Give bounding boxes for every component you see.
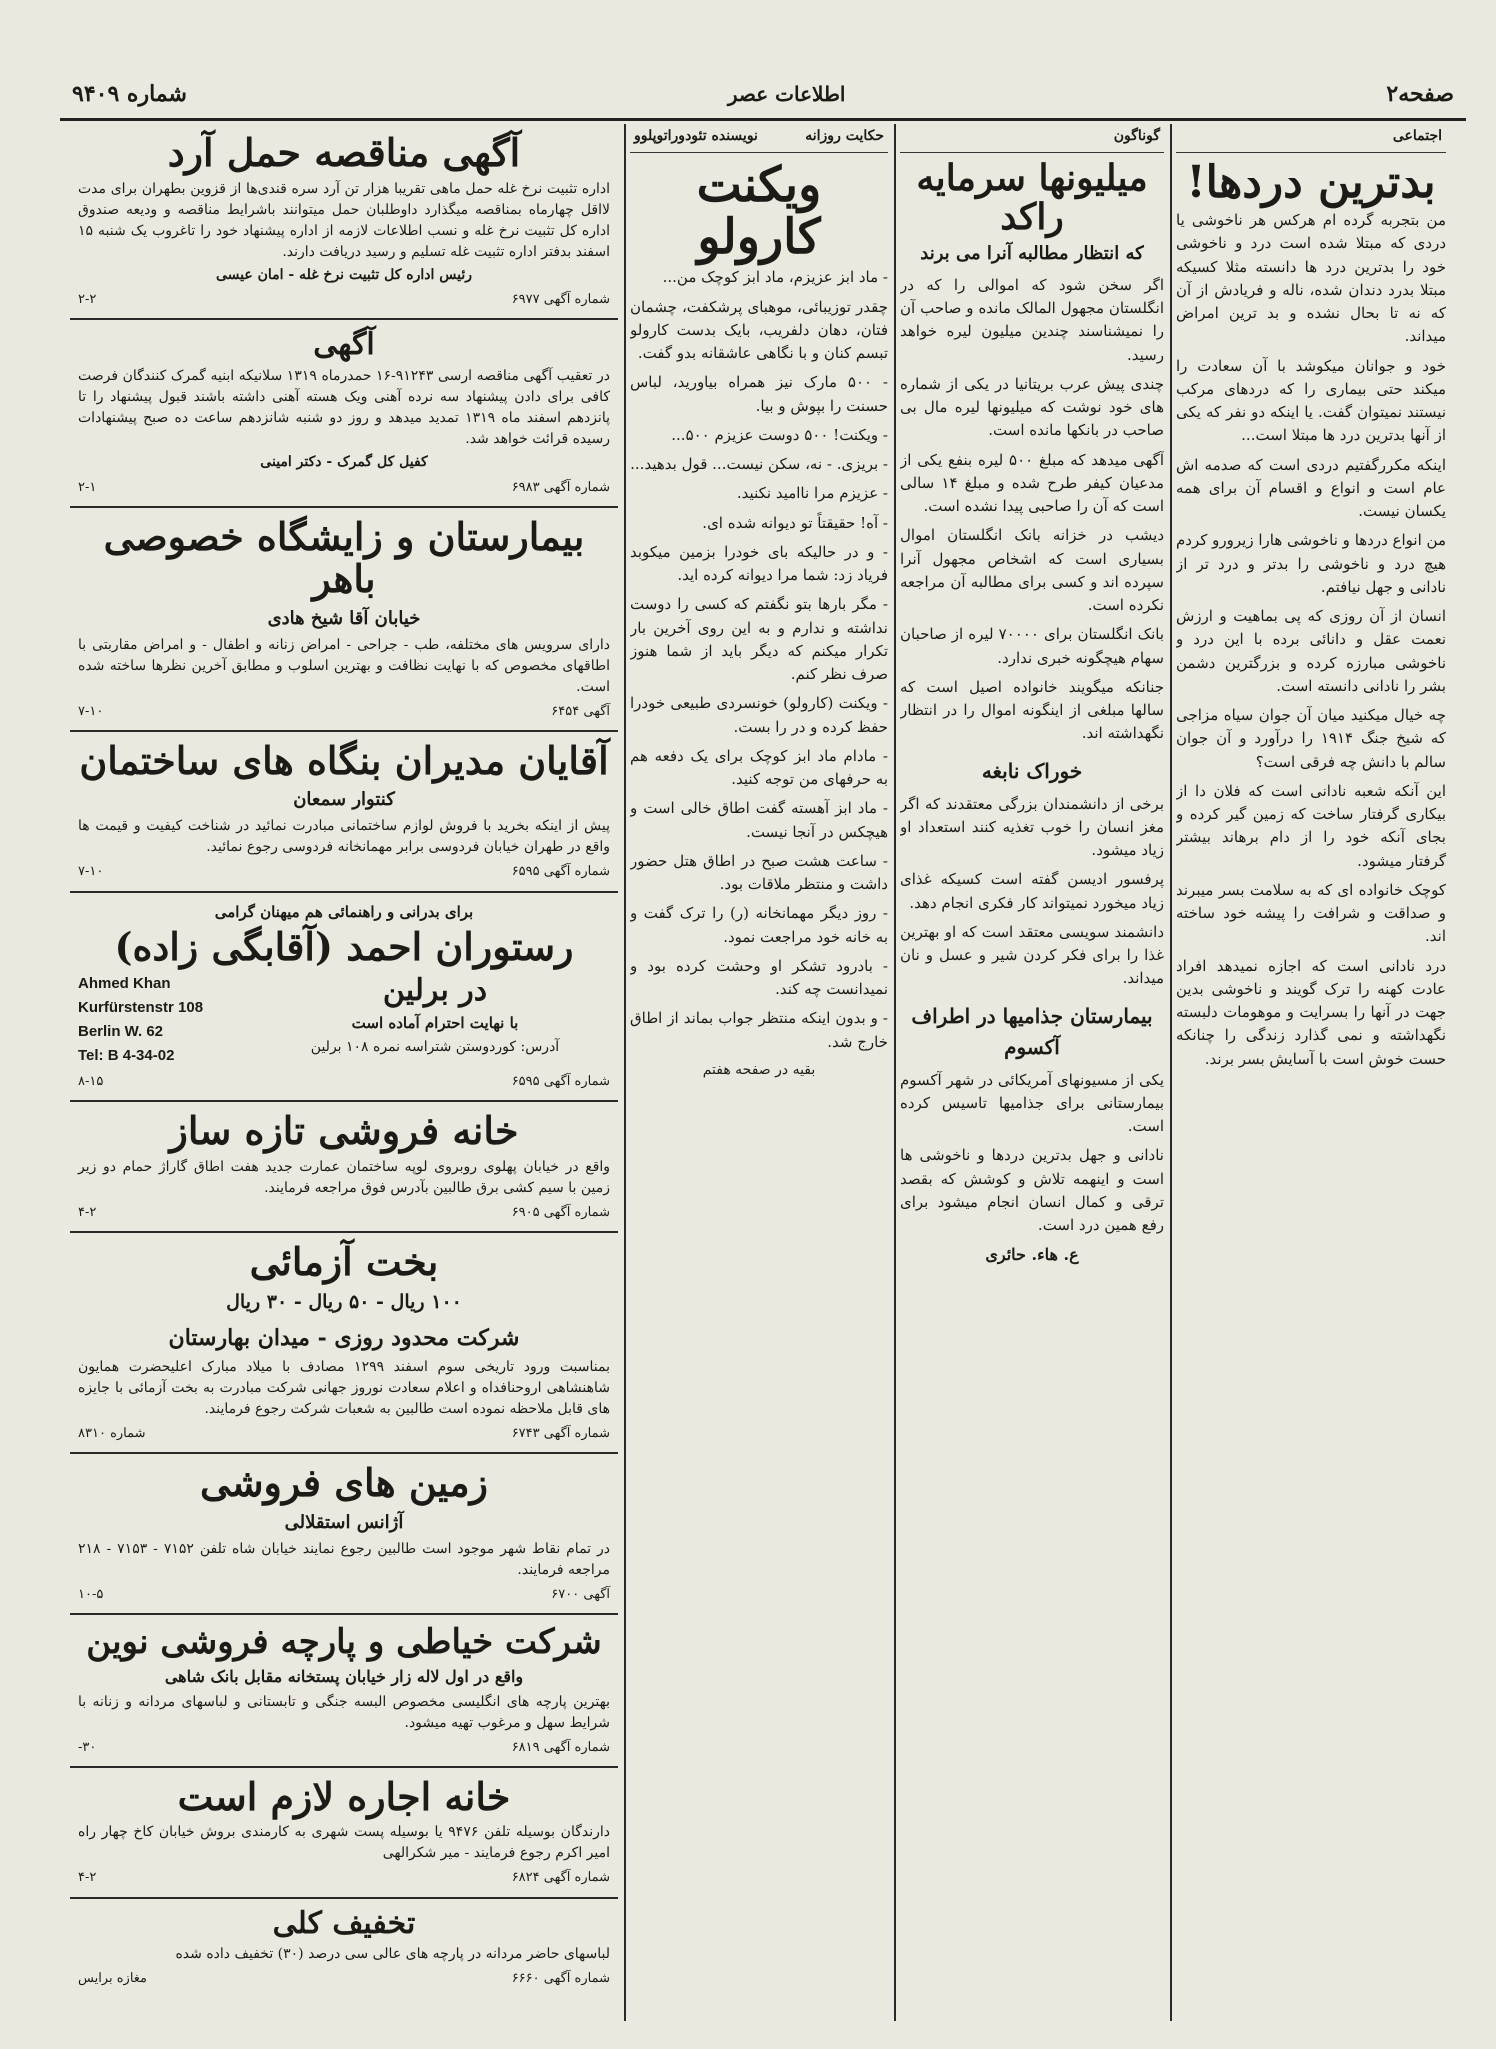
ad-number: آگهی ۶۷۰۰	[551, 1586, 610, 1602]
ad-body: در تمام نقاط شهر موجود است طالبین رجوع نمایند خیابان شاه تلفن ۷۱۵۲ - ۷۱۵۳ - ۲۱۸ مراجعه فرمایند.	[78, 1540, 610, 1578]
ad-number: آگهی ۶۴۵۴	[551, 703, 610, 719]
ad-code: ۲-۲	[78, 292, 97, 308]
paragraph: دانشمند سویسی معتقد است که او بهترین غذا را برای فکر کردن شیر و عسل و نان میداند.	[900, 922, 1164, 988]
ad-title: رستوران احمد (آقابگی زاده)	[114, 923, 574, 969]
ad-number: شماره آگهی ۶۸۱۹	[511, 1739, 610, 1755]
misc-headline: میلیونها سرمایه راکد	[916, 156, 1148, 239]
ad-foot	[78, 702, 610, 722]
ad-code: ۲-۱	[78, 479, 97, 495]
ad-body: پیش از اینکه بخرید با فروش لوازم ساختمانی مبادرت نمائید در شناخت کیفیت و قیمت ها واقع در طهران خیابان فردوسی برابر مهمانخانه فردوسی رجوع نمائید.	[78, 818, 610, 856]
ad-subtitle: کنتوار سمعان	[293, 789, 395, 811]
latin-street: Kurfürstenstr 108	[78, 999, 204, 1017]
ad-number: شماره آگهی ۶۹۷۷	[511, 292, 610, 308]
ad-title: بیمارستان و زایشگاه خصوصی باهر	[103, 513, 585, 602]
ad-construction	[70, 732, 618, 893]
paragraph: - مادام ماد ابز کوچک برای یک دفعه هم به حرفهای من توجه کنید.	[630, 746, 888, 789]
latin-tel: Tel: B 4-34-02	[78, 1047, 175, 1065]
paragraph: اگر سخن شود که اموالی را که در انگلستان مجهول المالک مانده و صاحب آن را نمیشناسند چندین میلیون لیره خواهد رسید.	[900, 275, 1164, 364]
paragraph: من بتجربه گرده ام هرکس هر ناخوشی یا دردی که مبتلا شده است درد و ناخوشی خود را بدترین درد ها دانسته مثلا کسیکه مبتلا بدرد دندان شده، ناله و فریادش از آن که نه تا بحال نشده و بد ترین امراض میداند.	[1176, 211, 1446, 346]
ad-body: اداره تثبیت نرخ غله حمل ماهی تقریبا هزار تن آرد سره قندی‌ها از قزوین بطهران برای مدت لااقل چهارماه بمناقصه میگذارد داوطلبان حمل میتوانند باشرایط مناقصه و ودیعه صندوق اداره کل تثبیت نرخ غله و نسب اطلاعات لازمه از اداره پیشنهاد خود را تاغروب یک شنبه ۱۵ اسفند بدفتر اداره تثبیت غله تسلیم و رسید دریافت دارند.	[78, 180, 610, 260]
misc-subhead: که انتظار مطالبه آنرا می برند	[920, 242, 1144, 264]
ad-title: شرکت خیاطی و پارچه فروشی نوین	[86, 1621, 602, 1662]
paragraph: دیشب در خزانه بانک انگلستان اموال بسیاری است که اشخاص مجهول آنرا سپرده اند و کسی برای مطالبه آن مراجعه نکرده است.	[900, 526, 1164, 615]
ad-discount	[70, 1899, 618, 1998]
ad-number: شماره آگهی ۶۵۹۵	[511, 864, 610, 880]
restaurant-address-latin	[78, 972, 248, 1068]
ad-code: ۴-۲	[78, 1204, 97, 1220]
paragraph: اینکه مکررگفتیم دردی است که صدمه اش عام است و انواع و اقسام آن برای همه یکسان نیست.	[1176, 455, 1446, 521]
restaurant-details	[78, 972, 610, 1068]
ad-title: خانه فروشی تازه ساز	[169, 1108, 519, 1154]
ad-code: شماره ۸۳۱۰	[78, 1426, 146, 1442]
paragraph: - مگر بارها بتو نگفتم که کسی را دوست نداشته و ندارم و به این روی آخرین بار تکرار میکنم که دیگر باید از شما هنوز صرف نظر کنم.	[630, 595, 888, 684]
paragraph: - ۵۰۰ مارک نیز همراه بیاورید، لباس حسنت را بپوش و بیا.	[630, 373, 888, 415]
paragraph: درد نادانی است که اجازه نمیدهد افراد عادت کهنه را ترک گویند و ناخوشی بدین جهت در آنها را بسرایت و موهومات دلبسته نگهداشته و نمی گذارد زندگی را چنانکه حست خوش است با آسایش بسر برند.	[1176, 956, 1446, 1068]
ad-body: بهترین پارچه های انگلیسی مخصوص البسه جنگی و تابستانی و لباسهای مردانه و زنانه با شرایط سهل و مرغوب تهیه میشود.	[78, 1693, 610, 1731]
column-rule	[624, 124, 626, 2021]
page-label: صفحه۲	[1386, 81, 1454, 107]
ad-foot	[78, 1868, 610, 1888]
misc-kicker	[900, 124, 1164, 153]
ad-tailor	[70, 1615, 618, 1768]
food-title: خوراک نابغه	[981, 758, 1083, 783]
ad-foot	[78, 1738, 610, 1758]
paragraph: - و بدون اینکه منتظر جواب بماند از اطاق خارج شد.	[630, 1009, 888, 1051]
ad-house-rent	[70, 1768, 618, 1899]
author-label: نویسنده تئودوراتوپلوو	[634, 128, 758, 144]
paragraph: نادانی و جهل بدترین دردها و ناخوشی ها است و اینهمه تلاش و کوشش که بقصد ترقی و کمال انسان انجام میشود برای رفع همین درد است.	[900, 1146, 1164, 1235]
misc-column	[900, 124, 1164, 2021]
ad-foot	[78, 1072, 610, 1092]
column-rule	[894, 124, 896, 2021]
latin-city: Berlin W. 62	[78, 1023, 164, 1041]
ad-pretitle: برای بدرانی و راهنمائی هم میهنان گرامی	[214, 902, 474, 921]
paragraph: من انواع دردها و ناخوشی هارا زیرورو کردم هیچ درد و ناخوشی را بدتر و درد تر از نادانی و جهل نیافتم.	[1176, 531, 1446, 596]
ad-number: شماره آگهی ۶۵۹۵	[511, 1074, 610, 1090]
hospitals-title: بیمارستان جذامیها در اطراف آکسوم	[911, 1003, 1153, 1059]
masthead	[60, 70, 1466, 121]
ad-land-sale	[70, 1454, 618, 1615]
ad-title: زمین های فروشی	[200, 1460, 488, 1506]
paragraph: کوچک خانواده ای که به سلامت بسر میبرند و صداقت و شرافت را پیشه خود ساخته اند.	[1176, 880, 1446, 946]
ad-title-2: در برلین	[382, 973, 488, 1009]
story-kicker	[630, 124, 888, 153]
ad-foot	[78, 1203, 610, 1223]
section-label: اجتماعی	[1392, 128, 1442, 144]
ad-title: آگهی	[313, 327, 375, 363]
ad-subtitle: واقع در اول لاله زار خیابان پستخانه مقابل بانک شاهی	[164, 1667, 524, 1686]
ad-code: مغازه برایس	[78, 1971, 148, 1987]
social-kicker	[1176, 124, 1446, 153]
continued-label: بقیه در صفحه هفتم	[702, 1061, 816, 1078]
ad-code: ۸-۱۵	[78, 1074, 104, 1090]
ad-body: دارای سرویس های مختلفه، طب - جراحی - امراض زنانه و اطفال - و امراض مقاربتی با اطاقهای مخصوص که با نهایت نظافت و بهترین اسلوب و مطابق آخرین نظرها ساخته شده است.	[78, 636, 610, 695]
ad-body: لباسهای حاضر مردانه در پارچه های عالی سی درصد (۳۰) تخفیف داده شده	[175, 1946, 610, 1963]
ad-number: شماره آگهی ۶۹۸۳	[511, 479, 610, 495]
paragraph: - عزیزم مرا ناامید نکنید.	[736, 484, 888, 503]
restaurant-fa	[260, 972, 610, 1058]
paragraph: - بریزی. - نه، سکن نیست... قول بدهید...	[630, 455, 888, 474]
ad-title: آقایان مدیران بنگاه های ساختمان	[79, 737, 609, 783]
ad-body: بمناسبت ورود تاریخی سوم اسفند ۱۲۹۹ مصادف با میلاد مبارک اعلیحضرت همایون شاهنشاهی اروحنافداه و اعلام سعادت نوروز جهانی شرکت مبادرت به بخت آزمائی با جایزه های قابل ملاحظه نموده است طالبین به شعبات شرکت رجوع فرمایند.	[78, 1359, 610, 1418]
ad-signature: رئیس اداره کل تثبیت نرخ غله - امان عیسی	[215, 266, 473, 283]
ad-foot	[78, 1585, 610, 1605]
ad-code: ۷-۱۰	[78, 864, 104, 880]
latin-name: Ahmed Khan	[78, 975, 171, 993]
ad-lottery	[70, 1233, 618, 1454]
ad-number: شماره آگهی ۶۹۰۵	[511, 1204, 610, 1220]
misc-signature: ع. هاء. حائری	[985, 1245, 1079, 1265]
ad-foot	[78, 862, 610, 882]
paragraph: - ویکنت! ۵۰۰ دوست عزیزم ۵۰۰...	[671, 425, 888, 444]
section-label: حکایت روزانه	[805, 128, 884, 144]
ad-signature: کفیل کل گمرک - دکتر امینی	[260, 453, 428, 470]
ad-body: واقع در خیابان پهلوی روبروی لوپه ساختمان عمارت جدید هفت اطاق گاراژ حمام دو زیر زمین با سیم کشی برق طالبین بآدرس فوق مراجعه فرمایند.	[78, 1158, 610, 1196]
issue-number: شماره ۹۴۰۹	[72, 81, 187, 107]
paragraph: چه خیال میکنید میان آن جوان سیاه مزاجی که شیخ جنگ ۱۹۱۴ را درآورد و آن جوان سالم با دانش چه فرقی است؟	[1176, 706, 1446, 771]
paragraph: یکی از مسیونهای آمریکائی در شهر آکسوم بیمارستانی برای جذامیها تاسیس کرده است.	[900, 1070, 1164, 1136]
ad-code: ۱۰-۵	[78, 1586, 104, 1602]
ad-subtitle: با نهایت احترام آماده است	[351, 1013, 519, 1032]
paragraph: برخی از دانشمندان بزرگی معتقدند که اگر مغز انسان را خوب تغذیه کنند استعداد او زیاد میشود.	[900, 794, 1164, 860]
ad-restaurant-berlin	[70, 893, 618, 1103]
paragraph: - ساعت هشت صبح در اطاق هتل حضور داشت و منتظر ملاقات بود.	[630, 851, 888, 894]
column-rule	[1170, 124, 1172, 2021]
paragraph: - ماد ابز عزیزم، ماد ابز کوچک من...	[662, 268, 888, 287]
ad-house-sale	[70, 1102, 618, 1233]
ad-body: در تعقیب آگهی مناقصه ارسی ۹۱۲۴۳-۱۶ حمدرماه ۱۳۱۹ سلانیکه ابنیه گمرک کنندگان فرصت کافی برای دادن پیشنهاد سه نرده آهنی ویک هسته آهنی داشته باشند قبول پیشنهاد را تا پانزدهم اسفند ماه ۱۳۱۹ تمدید میدهد و روز دو شنبه شانزدهم ساعت ده صبح پیشنهادات رسیده قرائت خواهد شد.	[78, 367, 610, 447]
paragraph: این آنکه شعبه نادانی است که فلان دا از بیکاری گرفتار ساخت که زمین گیر کرده و بجای آنکه خود را از دام برهاند بیشتر گرفتار میشود.	[1176, 781, 1446, 870]
social-headline: بدترین دردها!	[1186, 156, 1436, 208]
paragraph: آگهی میدهد که مبلغ ۵۰۰ لیره بنفع یکی از مدعیان کیفر طرح شده و مبلغ ۱۴ سالی است که آن را صاحبی پیدا نشده است.	[900, 450, 1164, 516]
lottery-prices: ۱۰۰ ریال - ۵۰ ریال - ۳۰ ریال	[226, 1290, 462, 1313]
ad-subtitle: شرکت محدود روزی - میدان بهارستان	[168, 1325, 520, 1352]
ad-foot	[78, 478, 610, 498]
ad-title: بخت آزمائی	[249, 1239, 439, 1285]
paragraph: چندی پیش عرب بریتانیا در یکی از شماره های خود نوشت که میلیونها لیره مال بی صاحب در بانکها مانده است.	[900, 374, 1164, 440]
ads-column	[70, 124, 618, 2021]
ad-subtitle: آژانس استقلالی	[284, 1511, 404, 1533]
ad-hospital	[70, 508, 618, 732]
ad-number: شماره آگهی ۶۷۴۳	[511, 1426, 610, 1442]
paper-name: اطلاعات عصر	[727, 82, 846, 106]
ad-customs-notice	[70, 320, 618, 507]
ad-body: دارندگان بوسیله تلفن ۹۴۷۶ یا بوسیله پست شهری به کارمندی بروش خیابان کاخ چهار راه امیر اکرم رجوع فرمایند - میر شکرالهی	[78, 1824, 611, 1862]
section-label: گوناگون	[1113, 128, 1160, 144]
story-headline: ویکنت کارولو	[696, 156, 822, 266]
newspaper-page	[30, 28, 1466, 2021]
ad-foot	[78, 290, 610, 310]
paragraph: - بادرود تشکر او وحشت کرده بود و نمیدانست چه کند.	[630, 956, 888, 999]
social-column	[1176, 124, 1446, 2021]
ad-code: ۴-۲	[78, 1870, 97, 1886]
ad-flour-tender	[70, 124, 618, 320]
paragraph: بانک انگلستان برای ۷۰۰۰۰ لیره از صاحبان سهام هیچگونه خبری ندارد.	[900, 625, 1164, 667]
paragraph: انسان از آن روزی که پی بماهیت و ارزش نعمت عقل و دانائی برده با این درد و ناخوشی مبارزه کرده و بزرگترین دشمن بشر را نادانی دانسته است.	[1176, 607, 1446, 695]
paragraph: - آه! حقیقتاً تو دیوانه شده ای.	[702, 513, 888, 532]
ad-title: آگهی مناقصه حمل آرد	[167, 130, 521, 175]
ad-foot	[78, 1424, 610, 1444]
paragraph: - ماد ابز آهسته گفت اطاق خالی است و هیچکس در آنجا نیست.	[630, 799, 888, 841]
paragraph: پرفسور ادیسن گفته است کسیکه غذای زیاد میخورد نمیتواند کار فکری انجام دهد.	[900, 870, 1164, 912]
paragraph: جنانکه میگویند خانواده اصیل است که سالها مبلغی از اینگونه اموال را در انتظار نگهداشته اند.	[900, 677, 1164, 743]
paragraph: - روز دیگر مهمانخانه (ر) را ترک گفت و به خانه خود مراجعت نمود.	[630, 904, 888, 946]
paragraph: - ویکنت (کارولو) خونسردی طبیعی خودرا حفظ کرده و در را بست.	[630, 694, 888, 736]
paragraph: خود و جوانان میکوشد با آن سعادت را میکند حتی بیماری را که دردهای مرکب نیستند نمیتوان گفت. یا اینکه دو نفر که یکی از آنها بدترین درد ها مبتلا است...	[1176, 356, 1446, 445]
ad-code: ۷-۱۰	[78, 703, 104, 719]
paragraph: - و در حالیکه بای خودرا بزمین میکوبد فریاد زد: شما مرا دیوانه کرده اید.	[630, 542, 888, 585]
story-column	[630, 124, 888, 2021]
ad-foot	[78, 1969, 610, 1989]
ad-title: خانه اجاره لازم است	[177, 1773, 511, 1819]
ad-number: شماره آگهی ۶۸۲۴	[511, 1870, 610, 1886]
ad-body: آدرس: کوردوستن شتراسه نمره ۱۰۸ برلین	[310, 1039, 560, 1056]
ad-title: تخفیف کلی	[272, 1905, 416, 1941]
ad-code: ۳۰-	[78, 1739, 97, 1755]
ad-subtitle: خیابان آقا شیخ هادی	[267, 607, 421, 629]
ad-number: شماره آگهی ۶۶۶۰	[511, 1971, 610, 1987]
paragraph: چقدر توزیبائی، موهبای پرشکفت، چشمان فتان، دهان دلفریب، بایک بدست کارولو تبسم کنان و با نگاهی عاشقانه بدو گفت.	[630, 297, 888, 363]
